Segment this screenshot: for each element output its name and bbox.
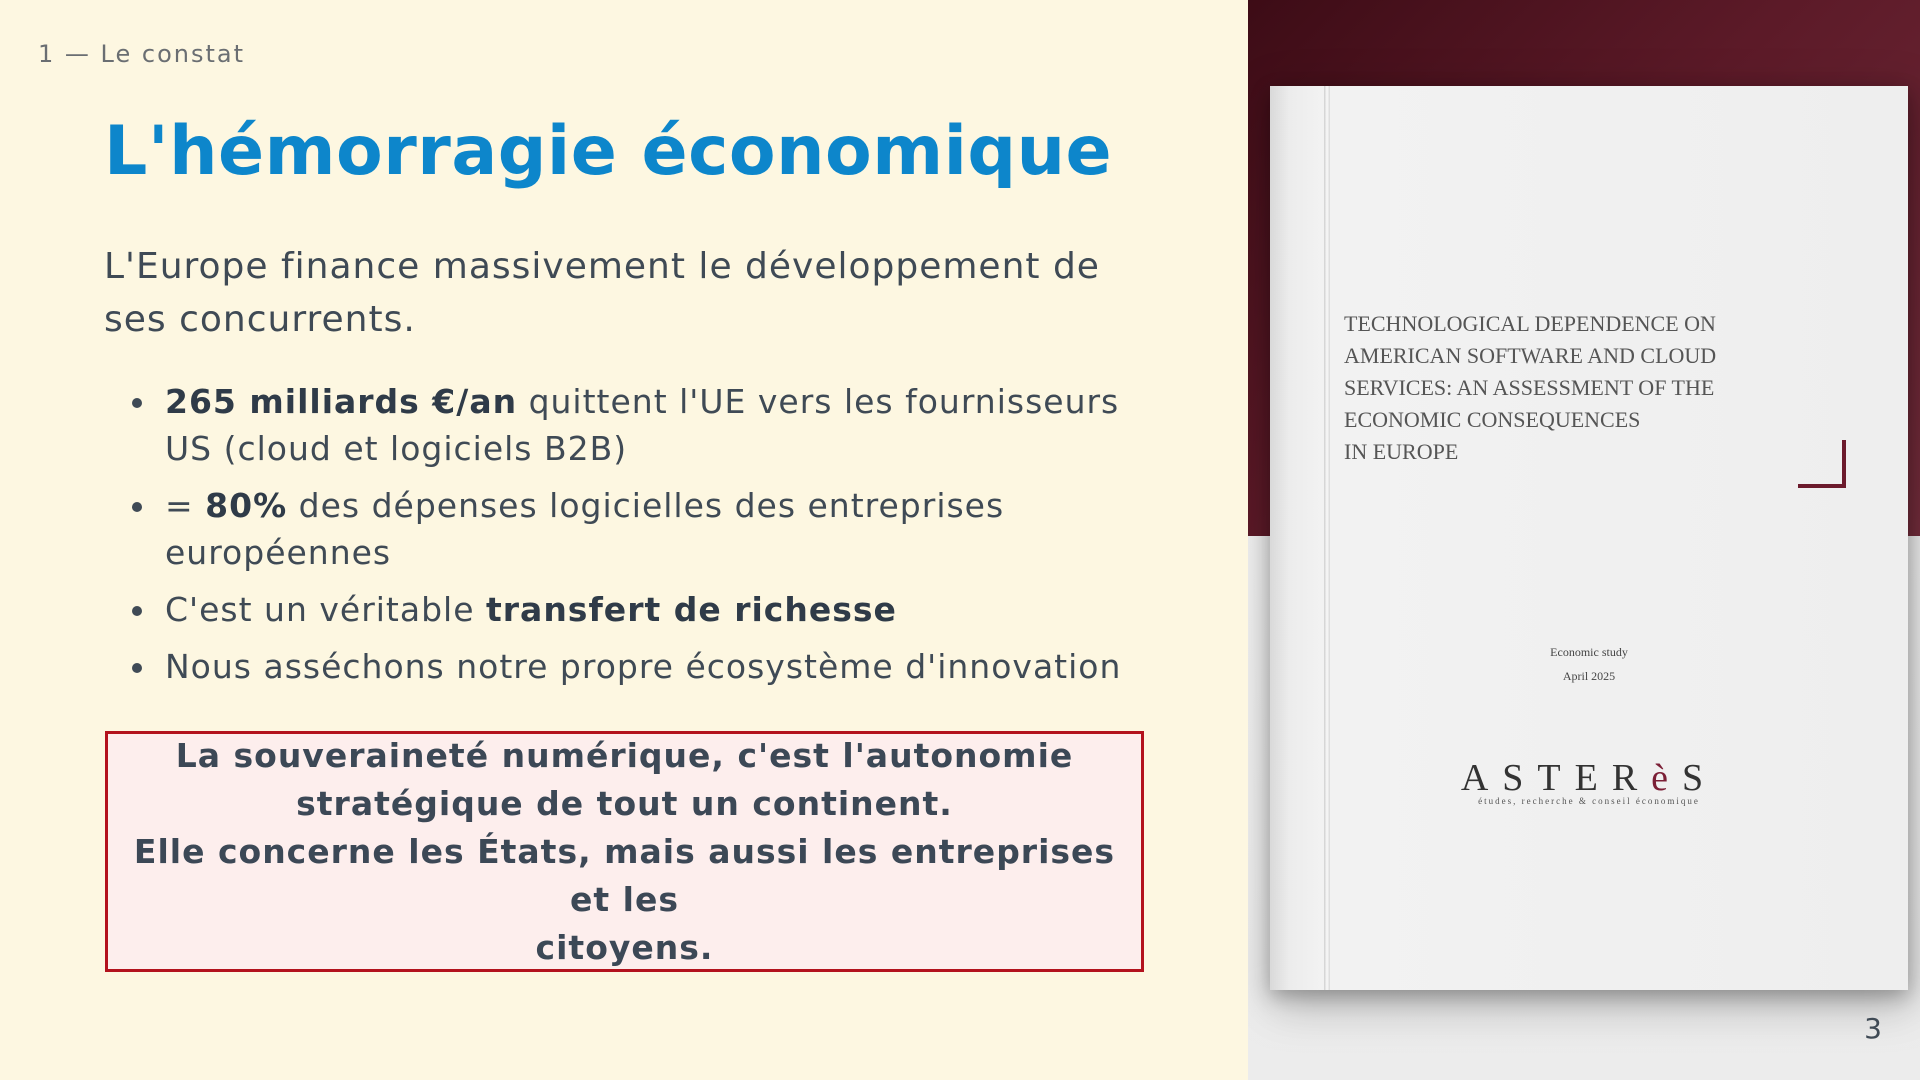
slide-title: L'hémorragie économique [104,112,1113,191]
page-number: 3 [1864,1012,1882,1045]
report-meta [1270,640,1908,688]
callout-box [105,731,1144,972]
bullet-dot [132,663,142,673]
bullet-prefix: = [165,486,206,525]
bullet-text: Nous asséchons notre propre écosystème d'innovation [165,647,1122,686]
report-title-line: AMERICAN SOFTWARE AND CLOUD [1344,343,1717,368]
bullet-bold-text: 80% [205,486,288,525]
report-book [1270,86,1908,990]
bullet-dot [132,502,142,512]
bullet-list [104,378,1164,700]
bullet-item [104,643,1164,690]
report-cover-image [1248,0,1920,1080]
bullet-item [104,586,1164,633]
report-title [1344,308,1784,468]
bullet-dot [132,398,142,408]
callout-line: citoyens. [535,927,714,967]
report-type: Economic study [1550,645,1628,659]
asteres-logo [1270,756,1908,806]
report-title-line: ECONOMIC CONSEQUENCES [1344,407,1641,432]
logo-tagline: études, recherche & conseil économique [1478,796,1700,806]
bullet-dot [132,606,142,616]
callout-line: Elle concerne les États, mais aussi les entreprises et les [133,831,1116,919]
callout-line: La souveraineté numérique, c'est l'autonomie [175,735,1074,775]
bullet-item [104,378,1164,472]
callout-text [108,732,1141,972]
report-title-line: SERVICES: AN ASSESSMENT OF THE [1344,375,1715,400]
bullet-text: des dépenses logicielles des entreprises européennes [165,486,1005,572]
bullet-text: quittent l'UE vers les fournisseurs US (cloud et logiciels B2B) [165,382,1120,468]
report-title-line: TECHNOLOGICAL DEPENDENCE ON [1344,311,1716,336]
logo-wordmark: ASTERèS [1460,757,1718,799]
intro-paragraph: L'Europe finance massivement le développement de ses concurrents. [104,246,1100,340]
corner-bracket-icon [1798,440,1846,488]
book-spine [1324,86,1330,990]
bullet-text: C'est un véritable [165,590,486,629]
bullet-bold-text: 265 milliards €/an [165,382,518,421]
report-date: April 2025 [1562,669,1616,683]
callout-line: stratégique de tout un continent. [296,783,953,823]
report-title-line: IN EUROPE [1344,439,1459,464]
section-label: 1 — Le constat [38,40,245,68]
bullet-item [104,482,1164,576]
bullet-bold-text: transfert de richesse [486,590,897,629]
